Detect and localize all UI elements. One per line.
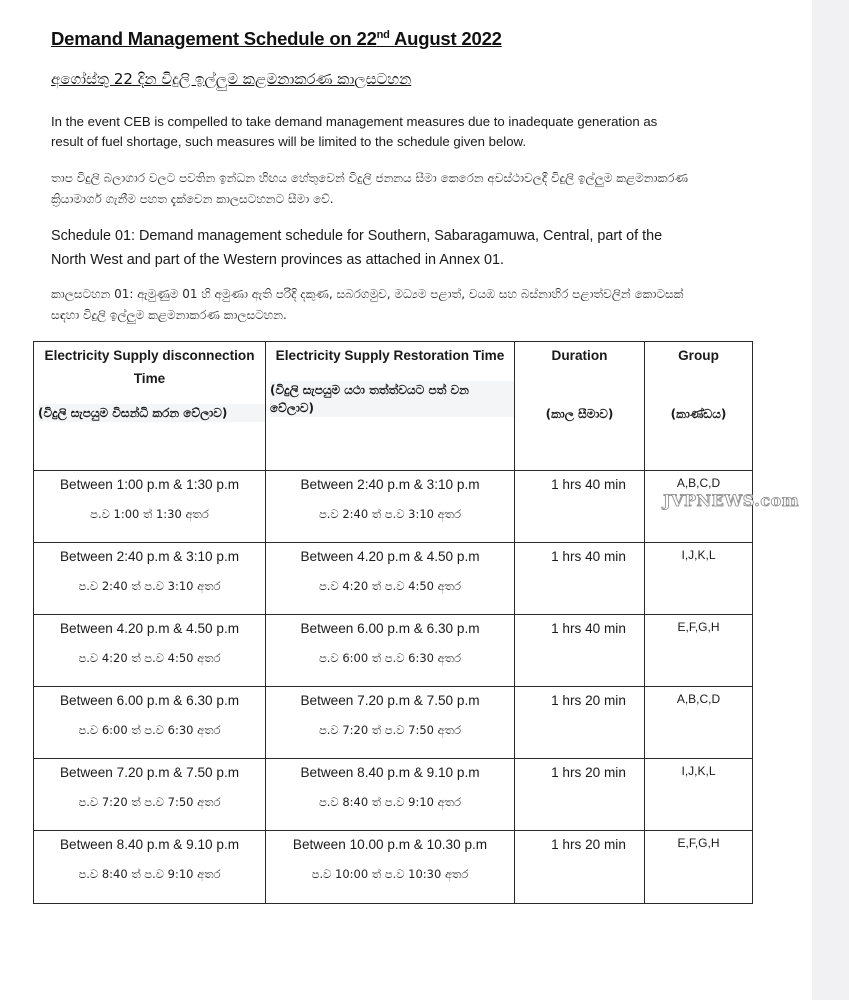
title-date: August 2022	[389, 28, 502, 49]
table-row	[34, 759, 753, 831]
header-label-si: (කාණ්ඩය)	[670, 407, 727, 421]
header-group	[645, 342, 753, 471]
duration-value: 1 hrs 40 min	[551, 549, 626, 564]
duration-value: 1 hrs 20 min	[551, 693, 626, 708]
restoration-time-si: ප.ව 6:00 ත් ප.ව 6:30 අතර	[318, 651, 462, 665]
disconnection-time-en: Between 1:00 p.m & 1:30 p.m	[59, 477, 240, 492]
restoration-time-en: Between 6.00 p.m & 6.30 p.m	[300, 621, 480, 636]
restoration-time-si: ප.ව 10:00 ත් ප.ව 10:30 අතර	[311, 867, 469, 881]
disconnection-cell	[34, 831, 266, 904]
restoration-time-si: ප.ව 7:20 ත් ප.ව 7:50 අතර	[318, 723, 462, 737]
disconnection-cell	[34, 471, 266, 543]
disconnection-cell	[34, 543, 266, 615]
watermark: JVPNEWS.com	[663, 491, 800, 510]
duration-cell	[515, 831, 645, 904]
header-label-si-text: (විදුලි සැපයුම යථා තත්ත්වයට පත් වන වේලාව)	[270, 381, 514, 417]
disconnection-time-en: Between 6.00 p.m & 6.30 p.m	[59, 693, 240, 708]
title-superscript: nd	[376, 28, 390, 41]
disconnection-cell	[34, 615, 266, 687]
restoration-cell	[266, 543, 515, 615]
disconnection-time-si: ප.ව 7:20 ත් ප.ව 7:50 අතර	[78, 795, 221, 809]
restoration-cell	[266, 759, 515, 831]
header-label-si: (කාල සීමාව)	[545, 407, 614, 421]
header-label-en: Electricity Supply Restoration Time	[275, 348, 505, 363]
side-panel	[812, 0, 849, 1000]
header-label-en: Group	[678, 348, 719, 363]
restoration-cell	[266, 831, 515, 904]
duration-cell	[515, 615, 645, 687]
disconnection-time-en: Between 2:40 p.m & 3:10 p.m	[59, 549, 240, 564]
schedule-description-si: කාලසටහන 01: ඇමුණුම 01 හි අමුණා ඇති පරිදි දකුණ, සබරගමුව, මධ්‍යම පළාත්, වයඹ සහ බස්නාහිර පළාත්වලින් කොටසක් සඳහා විදුලි ඉල්ලුම කළමනාකරණ කාලසටහන.	[51, 287, 684, 322]
disconnection-time-en: Between 4.20 p.m & 4.50 p.m	[59, 621, 240, 636]
duration-value: 1 hrs 40 min	[551, 621, 626, 636]
restoration-time-en: Between 4.20 p.m & 4.50 p.m	[300, 549, 480, 564]
duration-value: 1 hrs 20 min	[551, 765, 626, 780]
table-row	[34, 615, 753, 687]
group-value: A,B,C,D	[676, 476, 721, 490]
restoration-cell	[266, 471, 515, 543]
group-value: E,F,G,H	[677, 620, 720, 634]
duration-value: 1 hrs 40 min	[551, 477, 626, 492]
restoration-time-en: Between 8.40 p.m & 9.10 p.m	[300, 765, 480, 780]
restoration-time-si: ප.ව 2:40 ත් ප.ව 3:10 අතර	[318, 507, 462, 521]
group-cell	[645, 759, 753, 831]
disconnection-time-si: ප.ව 6:00 ත් ප.ව 6:30 අතර	[78, 723, 221, 737]
header-label-si	[266, 381, 514, 417]
group-cell	[645, 687, 753, 759]
document-title	[51, 28, 502, 50]
intro-paragraph-en: In the event CEB is compelled to take demand management measures due to inadequate generation as result of fuel shortage, such measures will be limited to the schedule given below.	[51, 114, 658, 149]
restoration-cell	[266, 615, 515, 687]
header-label-en: Duration	[551, 348, 608, 363]
table-row	[34, 471, 753, 543]
disconnection-time-en: Between 8.40 p.m & 9.10 p.m	[59, 837, 240, 852]
group-value: A,B,C,D	[676, 692, 721, 706]
disconnection-time-si: ප.ව 8:40 ත් ප.ව 9:10 අතර	[78, 867, 221, 881]
table-header-row	[34, 342, 753, 471]
header-disconnection-time	[34, 342, 266, 471]
duration-cell	[515, 471, 645, 543]
restoration-cell	[266, 687, 515, 759]
header-duration	[515, 342, 645, 471]
duration-value: 1 hrs 20 min	[551, 837, 626, 852]
group-value: I,J,K,L	[681, 764, 716, 778]
group-value: I,J,K,L	[681, 548, 716, 562]
schedule-table	[33, 341, 753, 904]
disconnection-time-si: ප.ව 1:00 ත් 1:30 අතර	[90, 507, 209, 521]
disconnection-time-si: ප.ව 2:40 ත් ප.ව 3:10 අතර	[78, 579, 221, 593]
group-cell	[645, 543, 753, 615]
disconnection-time-si: ප.ව 4:20 ත් ප.ව 4:50 අතර	[78, 651, 221, 665]
group-cell	[645, 615, 753, 687]
group-cell	[645, 831, 753, 904]
header-restoration-time	[266, 342, 515, 471]
header-label-si-text: (විදුලි සැපයුම විසන්ධි කරන වේලාව)	[38, 404, 265, 422]
table-row	[34, 543, 753, 615]
group-value: E,F,G,H	[677, 836, 720, 850]
disconnection-cell	[34, 759, 266, 831]
restoration-time-en: Between 10.00 p.m & 10.30 p.m	[292, 837, 488, 852]
header-label-si	[34, 404, 265, 422]
restoration-time-en: Between 2:40 p.m & 3:10 p.m	[300, 477, 480, 492]
duration-cell	[515, 759, 645, 831]
intro-paragraph-si: තාප විදුලි බලාගාර වලට පවතින ඉන්ධන හිඟය හේතුවෙන් විදුලි ජනනය සීමා කෙරෙන අවස්ථාවලදී විදුලි ඉල්ලුම කළමනාකරණ ක්‍රියාමාර්ග ගැනීම පහත දැක්වෙන කාලසටහනට සීමා වේ.	[51, 171, 688, 206]
schedule-description-en: Schedule 01: Demand management schedule for Southern, Sabaragamuwa, Central, part of the North West and part of the Western provinces as attached in Annex 01.	[51, 228, 663, 268]
restoration-time-si: ප.ව 8:40 ත් ප.ව 9:10 අතර	[318, 795, 462, 809]
restoration-time-si: ප.ව 4:20 ත් ප.ව 4:50 අතර	[318, 579, 462, 593]
table-row	[34, 831, 753, 904]
title-text: Demand Management Schedule on 22	[51, 28, 377, 49]
disconnection-cell	[34, 687, 266, 759]
disconnection-time-en: Between 7.20 p.m & 7.50 p.m	[59, 765, 240, 780]
duration-cell	[515, 543, 645, 615]
sinhala-title: අගෝස්තු 22 දින විදුලි ඉල්ලුම කළමනාකරණ කාලසටහන	[51, 70, 412, 88]
duration-cell	[515, 687, 645, 759]
restoration-time-en: Between 7.20 p.m & 7.50 p.m	[300, 693, 480, 708]
table-row	[34, 687, 753, 759]
header-label-en: Electricity Supply disconnection Time	[44, 348, 255, 386]
